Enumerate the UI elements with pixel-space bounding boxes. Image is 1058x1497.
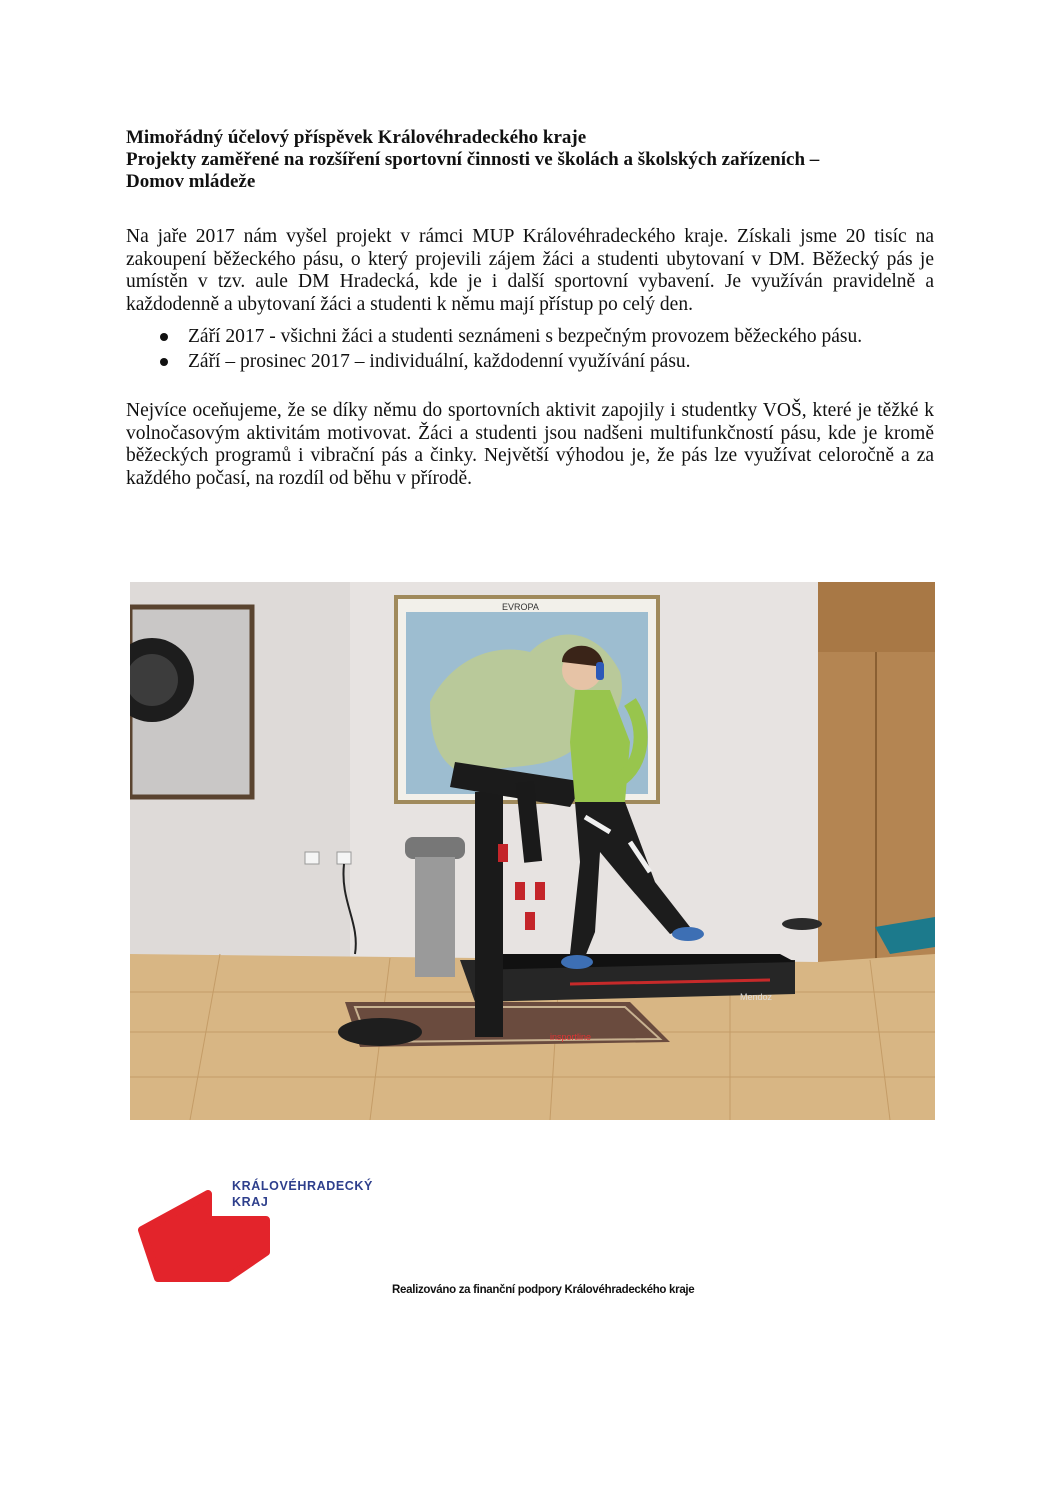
bullet-icon [160,358,168,366]
treadmill-brand-label: insportline [550,1032,592,1042]
treadmill-model-label: Mendoz [740,992,773,1002]
heading-line-1: Mimořádný účelový příspěvek Královéhradeckého kraje [126,127,587,148]
intro-paragraph: Na jaře 2017 nám vyšel projekt v rámci MUP Královéhradeckého kraje. Získali jsme 20 tisíc na zakoupení běžeckého pásu, o který projevili zájem žáci a studenti ubytovaní v DM. Běžecký pás je umístěn v tzv. aule DM Hradecká, kde je i další sportovní vybavení. Je využíván pravidelně a každodenně a ubytovaní žáci a studenti k němu mají přístup po celý den. [126,226,934,315]
logo-line-2: KRAJ [232,1195,269,1209]
body-paragraph: Nejvíce oceňujeme, že se díky němu do sportovních aktivit zapojily i studentky VOŠ, které je těžké k volnočasovým aktivitám motivovat. Žáci a studenti jsou nadšeni multifunkčností pásu, kde je kromě běžeckých programů i vibrační pás a činky. Největší výhodou je, že pás lze využívat celoročně a za každého počasí, na rozdíl od běhu v přírodě. [126,400,934,489]
funding-note: Realizováno za finanční podpory Královéhradeckého kraje [392,1284,695,1296]
bullet-icon [160,333,168,341]
bullet-item: Září 2017 - všichni žáci a studenti seznámeni s bezpečným provozem běžeckého pásu. [126,324,934,349]
kraj-logo-text [232,1178,373,1210]
logo-line-1: KRÁLOVÉHRADECKÝ [232,1179,373,1193]
heading-line-2: Projekty zaměřené na rozšíření sportovní činnosti ve školách a školských zařízeních – [126,149,820,170]
document-heading [126,127,946,193]
bullet-list [126,324,934,374]
heading-line-3: Domov mládeže [126,171,256,192]
treadmill-photo [130,582,935,1120]
map-label: EVROPA [502,602,539,612]
bullet-item: Září – prosinec 2017 – individuální, každodenní využívání pásu. [126,349,934,374]
treadmill-photo-illustration [130,582,935,1120]
